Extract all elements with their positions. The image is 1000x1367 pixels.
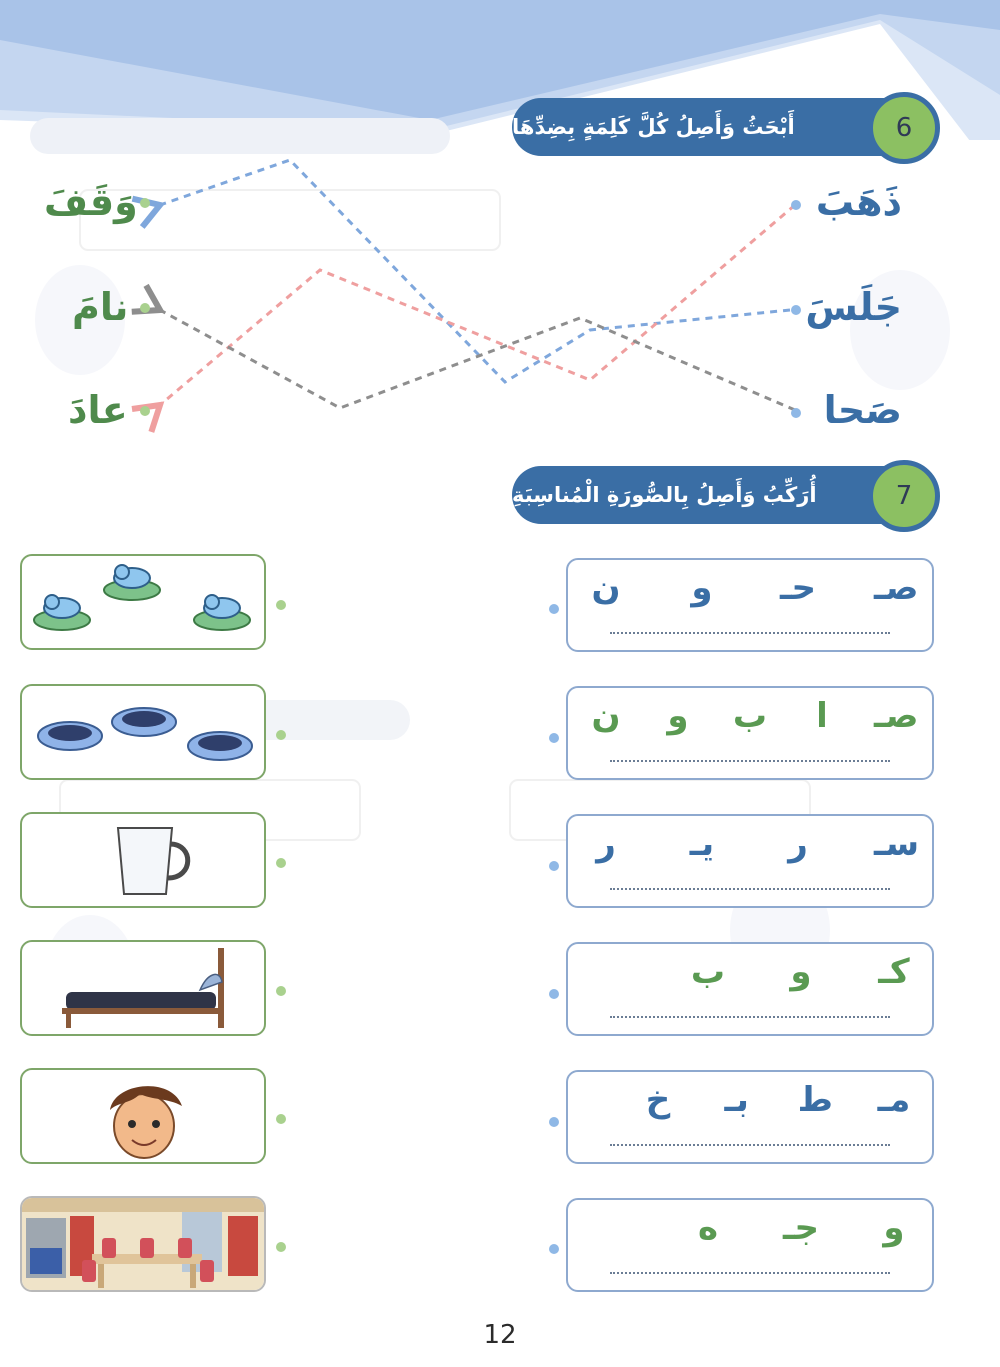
section-6-number: 6: [895, 113, 913, 143]
picture-box-1: [20, 554, 266, 650]
picture-box-4: [20, 940, 266, 1036]
letter: كـ: [878, 952, 910, 992]
match-dot-left-1[interactable]: [140, 198, 150, 208]
answer-line[interactable]: [610, 632, 890, 634]
word-left-1: وَقَفَ: [44, 180, 138, 224]
match-line-gray: [160, 310, 795, 410]
section-7-number: 7: [895, 481, 913, 511]
plates-image: [22, 686, 264, 778]
letter: ب: [690, 952, 726, 992]
match-dot-picture-3[interactable]: [276, 858, 286, 868]
answer-line[interactable]: [610, 888, 890, 890]
letter: ب: [732, 696, 768, 736]
match-line-blue: [160, 160, 790, 382]
letter: ط: [797, 1080, 833, 1120]
answer-line[interactable]: [610, 760, 890, 762]
word-right-1: ذَهَبَ: [815, 180, 902, 224]
letters-row-4: [688, 952, 914, 992]
match-dot-picture-5[interactable]: [276, 1114, 286, 1124]
letter: مـ: [877, 1080, 911, 1120]
match-dot-letters-1[interactable]: [549, 604, 559, 614]
letter: ن: [591, 696, 621, 736]
answer-line[interactable]: [610, 1016, 890, 1018]
letter: بـ: [724, 1080, 749, 1120]
letters-row-2: [586, 696, 919, 736]
cup-image: [22, 814, 264, 906]
picture-box-3: [20, 812, 266, 908]
boy-face-image: [22, 1070, 264, 1162]
letter: ر: [596, 824, 616, 864]
letters-row-1: [586, 568, 919, 608]
letter: و: [691, 568, 713, 608]
match-dot-left-3[interactable]: [140, 406, 150, 416]
letter: ن: [591, 568, 621, 608]
letter-box-2: [566, 686, 934, 780]
letters-row-3: [586, 824, 920, 864]
picture-box-6: [20, 1196, 266, 1292]
letter: صـ: [874, 696, 919, 736]
match-dot-picture-1[interactable]: [276, 600, 286, 610]
word-left-2: نامَ: [72, 285, 129, 329]
answer-line[interactable]: [610, 1144, 890, 1146]
page-number: 12: [483, 1320, 517, 1350]
match-dot-letters-3[interactable]: [549, 861, 559, 871]
fish-in-bowls-image: [22, 556, 264, 648]
picture-box-2: [20, 684, 266, 780]
match-dot-letters-5[interactable]: [549, 1117, 559, 1127]
word-right-2: جَلَسَ: [805, 285, 902, 329]
letter: ه: [697, 1208, 719, 1248]
letter: ا: [816, 696, 828, 736]
kitchen-image: [22, 1198, 264, 1290]
letter: سـ: [874, 824, 920, 864]
match-dot-letters-2[interactable]: [549, 733, 559, 743]
letter: خ: [645, 1080, 671, 1120]
section-7-instruction: أُرَكِّبُ وَأَصِلُ بِالصُّورَةِ الْمُناسِبَةِ: [512, 483, 817, 507]
match-line-pink: [160, 205, 795, 405]
letter-box-4: [566, 942, 934, 1036]
word-right-3: صَحا: [823, 388, 902, 432]
letter: صـ: [874, 568, 919, 608]
match-dot-picture-4[interactable]: [276, 986, 286, 996]
letter: و: [790, 952, 812, 992]
picture-box-5: [20, 1068, 266, 1164]
letters-row-5: [638, 1080, 914, 1120]
match-dot-letters-6[interactable]: [549, 1244, 559, 1254]
letter-box-6: [566, 1198, 934, 1292]
section-6-instruction: أَبْحَثُ وَأَصِلُ كُلَّ كَلِمَةٍ بِضِدِّهَا: [512, 115, 795, 139]
match-dot-picture-2[interactable]: [276, 730, 286, 740]
match-dot-picture-6[interactable]: [276, 1242, 286, 1252]
letter: ر: [788, 824, 808, 864]
letter-box-3: [566, 814, 934, 908]
letter: و: [667, 696, 689, 736]
letter: و: [883, 1208, 905, 1248]
match-dot-right-2[interactable]: [791, 305, 801, 315]
letter: يـ: [689, 824, 715, 864]
match-dot-right-3[interactable]: [791, 408, 801, 418]
letters-row-6: [688, 1208, 914, 1248]
letter-box-5: [566, 1070, 934, 1164]
match-dot-left-2[interactable]: [140, 303, 150, 313]
letter: جـ: [782, 1208, 820, 1248]
match-dot-right-1[interactable]: [791, 200, 801, 210]
letter-box-1: [566, 558, 934, 652]
letter: حـ: [779, 568, 817, 608]
answer-line[interactable]: [610, 1272, 890, 1274]
bed-image: [22, 942, 264, 1034]
word-left-3: عادَ: [68, 388, 128, 432]
section-7-number-badge: [868, 460, 940, 532]
match-dot-letters-4[interactable]: [549, 989, 559, 999]
